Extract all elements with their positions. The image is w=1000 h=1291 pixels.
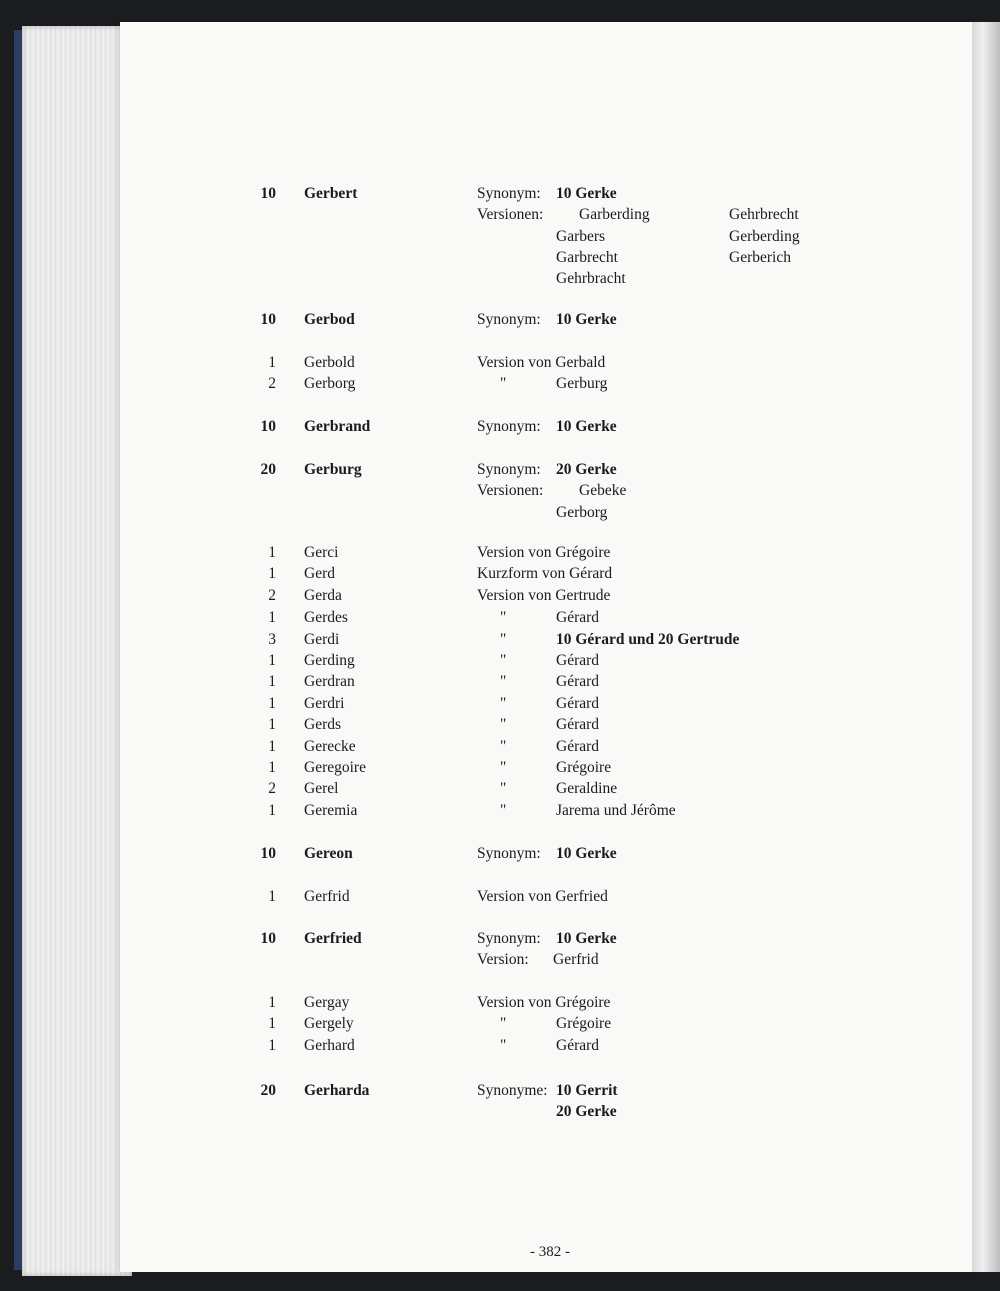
entry-count: 1 [268, 354, 276, 371]
entry-name: Gerd [304, 565, 335, 582]
entry-value: Gérard [556, 1037, 600, 1054]
entry-count: 20 [260, 1082, 276, 1099]
entry-label: Synonym: [477, 845, 541, 862]
entry-label: Synonym: [477, 418, 541, 435]
entry-value: Gehrbracht [556, 270, 626, 288]
entry-label: Kurzform von Gérard [477, 565, 613, 582]
ditto-mark: " [500, 716, 507, 733]
entry-count: 1 [268, 695, 276, 712]
entry-count: 1 [268, 565, 276, 582]
entry-label: Version von Gerfried [477, 888, 608, 905]
entry-value: Gebeke [579, 482, 627, 500]
entry-name: Gerel [304, 780, 339, 797]
entry-count: 2 [268, 375, 276, 392]
entry-count: 1 [268, 802, 276, 819]
entry-value: Grégoire [556, 759, 612, 776]
page-number: - 382 - [530, 1244, 570, 1260]
entry-count: 2 [268, 587, 276, 604]
entry-label: Version von Gertrude [477, 587, 611, 604]
entry-name: Gerbod [304, 311, 355, 328]
entry-count: 1 [268, 888, 276, 905]
entry-value: Grégoire [556, 1015, 612, 1032]
entry-count: 10 [260, 930, 276, 947]
entry-name: Gergay [304, 994, 350, 1011]
entry-count: 3 [268, 631, 276, 648]
entry-count: 20 [260, 461, 276, 478]
entry-count: 1 [268, 544, 276, 561]
entry-value: Gérard [556, 652, 600, 669]
ditto-mark: " [500, 673, 507, 690]
entry-value: Garbers [556, 227, 606, 245]
entry-value: Garberding [579, 206, 650, 224]
entry-name: Gerdran [304, 673, 355, 690]
entry-value: Gerborg [556, 503, 608, 521]
entry-count: 1 [268, 994, 276, 1011]
entry-name: Gerda [304, 587, 342, 604]
entry-name: Gerds [304, 716, 342, 733]
entry-label: Synonym: [477, 930, 541, 947]
entry-value: Gérard [556, 609, 600, 626]
entry-count: 1 [268, 1037, 276, 1054]
entry-value: Gérard [556, 673, 600, 690]
entry-count: 10 [260, 418, 276, 435]
entry-value: 20 Gerke [556, 1103, 617, 1121]
entry-name: Gereon [304, 845, 353, 862]
entry-name: Gerbert [304, 185, 358, 202]
entry-label: Synonym: [477, 461, 541, 478]
entry-value: Geraldine [556, 780, 618, 797]
entry-count: 1 [268, 673, 276, 690]
entry-name: Gerborg [304, 375, 356, 392]
entry-name: Gerhard [304, 1037, 355, 1054]
entry-value: Gerfrid [553, 951, 599, 969]
entry-count: 1 [268, 1015, 276, 1032]
entry-value: Gérard [556, 716, 600, 733]
entry-name: Gerfrid [304, 888, 350, 905]
entry-count: 1 [268, 609, 276, 626]
entry-extra-version: Gerberich [729, 248, 791, 266]
entry-label: Version von Grégoire [477, 994, 611, 1011]
book-gutter [972, 22, 1000, 1272]
entry-value: Garbrecht [556, 248, 618, 266]
entry-label: Version von Gerbald [477, 354, 606, 371]
entry-value: Gérard [556, 738, 600, 755]
ditto-mark: " [500, 759, 507, 776]
entry-count: 10 [260, 845, 276, 862]
entry-value: 10 Gerke [556, 311, 617, 328]
entry-name: Geremia [304, 802, 358, 819]
entry-label: Version von Grégoire [477, 544, 611, 561]
entry-value: Jarema und Jérôme [556, 802, 676, 819]
entry-name: Gerecke [304, 738, 356, 755]
page-edges [22, 26, 132, 1276]
entry-name: Gergely [304, 1015, 354, 1032]
entry-name: Gerdri [304, 695, 345, 712]
ditto-mark: " [500, 609, 507, 626]
entry-label: Synonyme: [477, 1082, 548, 1099]
entry-label: Synonym: [477, 311, 541, 328]
entry-label: Version: [477, 951, 529, 969]
entry-value: 10 Gerke [556, 845, 617, 862]
entry-count: 10 [260, 185, 276, 202]
entry-name: Gerdi [304, 631, 340, 648]
entry-value: 10 Gerke [556, 185, 617, 202]
entry-name: Gerci [304, 544, 339, 561]
entry-extra-version: Gehrbrecht [729, 206, 799, 224]
entry-value: 10 Gérard und 20 Gertrude [556, 631, 740, 648]
entry-value: 10 Gerke [556, 930, 617, 947]
entry-count: 1 [268, 716, 276, 733]
ditto-mark: " [500, 631, 507, 648]
entry-label: Versionen: [477, 206, 544, 224]
entry-name: Gerdes [304, 609, 348, 626]
ditto-mark: " [500, 1015, 507, 1032]
ditto-mark: " [500, 375, 507, 392]
entry-name: Gerbrand [304, 418, 371, 435]
entry-value: Gérard [556, 695, 600, 712]
entry-value: Gerburg [556, 375, 608, 392]
entry-value: 20 Gerke [556, 461, 617, 478]
entry-count: 10 [260, 311, 276, 328]
ditto-mark: " [500, 780, 507, 797]
entry-count: 1 [268, 738, 276, 755]
entry-value: 10 Gerke [556, 418, 617, 435]
entry-label: Synonym: [477, 185, 541, 202]
entry-count: 2 [268, 780, 276, 797]
entry-name: Gerburg [304, 461, 362, 478]
ditto-mark: " [500, 695, 507, 712]
entry-name: Gerding [304, 652, 355, 669]
entry-count: 1 [268, 652, 276, 669]
ditto-mark: " [500, 652, 507, 669]
entry-name: Gerharda [304, 1082, 370, 1099]
entry-name: Gerbold [304, 354, 355, 371]
entry-extra-version: Gerberding [729, 227, 800, 245]
ditto-mark: " [500, 802, 507, 819]
ditto-mark: " [500, 738, 507, 755]
entry-name: Geregoire [304, 759, 366, 776]
entry-value: 10 Gerrit [556, 1082, 618, 1099]
entry-label: Versionen: [477, 482, 544, 500]
entry-name: Gerfried [304, 930, 362, 947]
ditto-mark: " [500, 1037, 507, 1054]
entry-count: 1 [268, 759, 276, 776]
